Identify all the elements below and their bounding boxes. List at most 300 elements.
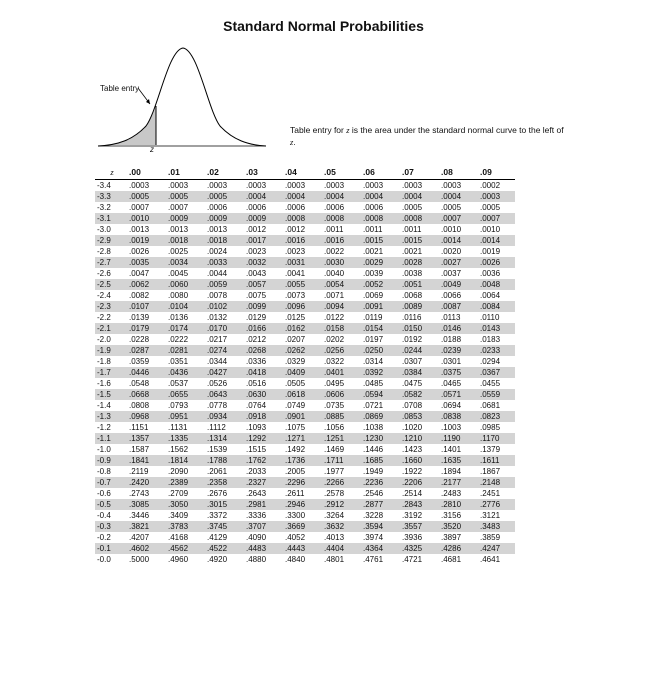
probability-cell: .0021 [402, 247, 423, 256]
z-value-cell: -0.6 [97, 489, 111, 498]
probability-cell: .0069 [363, 291, 384, 300]
probability-cell: .0158 [320, 323, 359, 334]
probability-cell: .4641 [480, 555, 501, 564]
probability-cell: .2389 [164, 477, 203, 488]
probability-cell: .0174 [164, 323, 203, 334]
table-row [95, 345, 515, 356]
probability-cell: .2119 [129, 467, 149, 476]
table-row [95, 312, 515, 323]
probability-cell: .1660 [398, 455, 437, 466]
z-value-cell: -2.5 [95, 279, 125, 290]
probability-cell: .0013 [168, 225, 189, 234]
probability-cell: .0217 [207, 335, 228, 344]
z-value-cell: -3.3 [95, 191, 125, 202]
probability-cell: .2206 [398, 477, 437, 488]
probability-cell: .0125 [285, 313, 306, 322]
z-table [95, 165, 515, 565]
table-row [95, 389, 515, 400]
caption-pre: Table entry for [290, 125, 347, 135]
probability-cell: .2296 [281, 477, 320, 488]
probability-cell: .0012 [285, 225, 306, 234]
probability-cell: .0006 [363, 203, 384, 212]
probability-cell: .0013 [207, 225, 228, 234]
probability-cell: .0004 [359, 191, 398, 202]
probability-cell: .4562 [164, 543, 203, 554]
probability-cell: .0274 [203, 345, 242, 356]
probability-cell: .3557 [398, 521, 437, 532]
probability-cell: .1587 [129, 445, 150, 454]
probability-cell: .0154 [359, 323, 398, 334]
probability-cell: .0735 [324, 401, 345, 410]
z-value-cell: -3.1 [95, 213, 125, 224]
probability-cell: .4404 [320, 543, 359, 554]
table-row [95, 235, 515, 246]
probability-cell: .3050 [164, 499, 203, 510]
probability-cell: .0446 [125, 367, 164, 378]
probability-cell: .2514 [402, 489, 423, 498]
probability-cell: .4207 [129, 533, 150, 542]
probability-cell: .1762 [242, 455, 281, 466]
z-value-cell: -2.8 [97, 247, 111, 256]
probability-cell: .0808 [129, 401, 150, 410]
probability-cell: .0002 [480, 181, 501, 190]
probability-cell: .0080 [168, 291, 189, 300]
probability-cell: .2236 [359, 477, 398, 488]
probability-cell: .3156 [441, 511, 462, 520]
probability-cell: .0793 [168, 401, 189, 410]
probability-cell: .4840 [285, 555, 306, 564]
probability-cell: .0427 [203, 367, 242, 378]
probability-cell: .2843 [398, 499, 437, 510]
probability-cell: .0505 [285, 379, 306, 388]
probability-cell: .0179 [125, 323, 164, 334]
probability-cell: .1131 [168, 423, 188, 432]
probability-cell: .1210 [398, 433, 437, 444]
table-row [95, 521, 515, 532]
probability-cell: .0013 [129, 225, 150, 234]
z-value-cell: -1.3 [95, 411, 125, 422]
probability-cell: .3121 [480, 511, 501, 520]
probability-cell: .1151 [129, 423, 149, 432]
probability-cell: .0301 [441, 357, 462, 366]
probability-cell: .0268 [242, 345, 281, 356]
probability-cell: .0024 [207, 247, 228, 256]
probability-cell: .0029 [359, 257, 398, 268]
probability-cell: .0007 [129, 203, 150, 212]
probability-cell: .0022 [324, 247, 345, 256]
probability-cell: .0968 [125, 411, 164, 422]
shaded-area [108, 106, 156, 145]
probability-cell: .0256 [320, 345, 359, 356]
probability-cell: .0007 [437, 213, 476, 224]
probability-cell: .4960 [168, 555, 189, 564]
probability-cell: .0008 [359, 213, 398, 224]
probability-cell: .4483 [242, 543, 281, 554]
probability-cell: .0041 [285, 269, 306, 278]
probability-cell: .0009 [164, 213, 203, 224]
probability-cell: .3264 [324, 511, 345, 520]
z-value-cell: -2.7 [95, 257, 125, 268]
probability-cell: .0778 [207, 401, 228, 410]
table-row [95, 334, 515, 345]
probability-cell: .0618 [281, 389, 320, 400]
probability-cell: .0136 [168, 313, 189, 322]
probability-cell: .0537 [168, 379, 189, 388]
probability-cell: .0708 [402, 401, 423, 410]
probability-cell: .1841 [125, 455, 164, 466]
probability-cell: .0034 [164, 257, 203, 268]
probability-cell: .4168 [168, 533, 189, 542]
probability-cell: .0918 [242, 411, 281, 422]
probability-cell: .0384 [398, 367, 437, 378]
probability-cell: .1271 [281, 433, 320, 444]
probability-cell: .5000 [129, 555, 150, 564]
probability-cell: .0073 [285, 291, 306, 300]
probability-cell: .0250 [359, 345, 398, 356]
table-row [95, 356, 515, 367]
probability-cell: .0113 [441, 313, 461, 322]
table-row [95, 499, 515, 510]
probability-cell: .3707 [242, 521, 281, 532]
probability-cell: .4880 [246, 555, 267, 564]
probability-cell: .1230 [359, 433, 398, 444]
z-value-cell: -1.0 [97, 445, 111, 454]
probability-cell: .0116 [402, 313, 422, 322]
probability-cell: .0582 [398, 389, 437, 400]
table-row [95, 488, 515, 499]
table-row [95, 444, 515, 455]
probability-cell: .0075 [246, 291, 267, 300]
probability-cell: .0005 [402, 203, 423, 212]
probability-cell: .0068 [402, 291, 423, 300]
caption-var: z [346, 125, 350, 135]
table-row [95, 422, 515, 433]
probability-cell: .0012 [246, 225, 267, 234]
probability-cell: .0048 [476, 279, 515, 290]
probability-cell: .0027 [437, 257, 476, 268]
column-header-z: z [95, 165, 125, 180]
table-body [95, 180, 515, 566]
z-value-cell: -0.3 [95, 521, 125, 532]
probability-cell: .0139 [129, 313, 150, 322]
table-row [95, 323, 515, 334]
probability-cell: .0010 [441, 225, 462, 234]
probability-cell: .3974 [363, 533, 384, 542]
probability-cell: .0418 [242, 367, 281, 378]
probability-cell: .2177 [437, 477, 476, 488]
probability-cell: .0078 [207, 291, 228, 300]
probability-cell: .0119 [363, 313, 383, 322]
probability-cell: .3192 [402, 511, 423, 520]
table-row [95, 532, 515, 543]
probability-cell: .0017 [242, 235, 281, 246]
probability-cell: .3336 [246, 511, 267, 520]
column-header: .03 [242, 165, 281, 180]
probability-cell: .0222 [168, 335, 189, 344]
probability-cell: .3446 [129, 511, 150, 520]
probability-cell: .0019 [125, 235, 164, 246]
column-header: .09 [476, 165, 515, 180]
caption [290, 124, 570, 148]
probability-cell: .0146 [437, 323, 476, 334]
probability-cell: .1922 [402, 467, 423, 476]
table-row [95, 246, 515, 257]
probability-cell: .0003 [285, 181, 306, 190]
probability-cell: .0040 [324, 269, 345, 278]
probability-cell: .2611 [285, 489, 305, 498]
probability-cell: .0008 [320, 213, 359, 224]
probability-cell: .1788 [203, 455, 242, 466]
z-value-cell: -1.7 [95, 367, 125, 378]
probability-cell: .0031 [281, 257, 320, 268]
probability-cell: .1867 [480, 467, 501, 476]
probability-cell: .0294 [480, 357, 501, 366]
probability-cell: .1112 [207, 423, 226, 432]
probability-cell: .1685 [359, 455, 398, 466]
table-row [95, 433, 515, 444]
probability-cell: .1562 [168, 445, 189, 454]
probability-cell: .0630 [242, 389, 281, 400]
probability-cell: .0005 [125, 191, 164, 202]
probability-cell: .0548 [129, 379, 150, 388]
table-entry-label: Table entry [100, 84, 140, 93]
probability-cell: .0005 [441, 203, 462, 212]
probability-cell: .0823 [476, 411, 515, 422]
probability-cell: .0329 [285, 357, 306, 366]
probability-cell: .2546 [363, 489, 384, 498]
table-row [95, 180, 515, 192]
caption-var2: z [290, 137, 294, 147]
probability-cell: .0049 [437, 279, 476, 290]
probability-cell: .0885 [320, 411, 359, 422]
probability-cell: .0643 [203, 389, 242, 400]
probability-cell: .0026 [476, 257, 515, 268]
probability-cell: .0003 [402, 181, 423, 190]
probability-cell: .1020 [402, 423, 423, 432]
table-row [95, 202, 515, 213]
probability-cell: .0057 [242, 279, 281, 290]
probability-cell: .0934 [203, 411, 242, 422]
probability-cell: .2090 [168, 467, 189, 476]
probability-cell: .0314 [363, 357, 384, 366]
probability-cell: .1251 [320, 433, 359, 444]
z-value-cell: -0.1 [95, 543, 125, 554]
probability-cell: .0052 [359, 279, 398, 290]
probability-cell: .0014 [437, 235, 476, 246]
probability-cell: .0606 [320, 389, 359, 400]
probability-cell: .0183 [480, 335, 501, 344]
probability-cell: .0043 [246, 269, 267, 278]
probability-cell: .2483 [441, 489, 462, 498]
probability-cell: .2946 [281, 499, 320, 510]
probability-cell: .0110 [480, 313, 500, 322]
probability-cell: .2451 [480, 489, 501, 498]
z-value-cell: -0.4 [97, 511, 111, 520]
z-marker-label: z [150, 145, 154, 154]
probability-cell: .0901 [281, 411, 320, 422]
probability-cell: .4090 [246, 533, 267, 542]
z-value-cell: -0.7 [95, 477, 125, 488]
probability-cell: .0025 [168, 247, 189, 256]
probability-cell: .0004 [437, 191, 476, 202]
probability-cell: .0132 [207, 313, 228, 322]
column-header: .04 [281, 165, 320, 180]
probability-cell: .4522 [203, 543, 242, 554]
column-header: .02 [203, 165, 242, 180]
probability-cell: .0010 [480, 225, 501, 234]
probability-cell: .0005 [480, 203, 501, 212]
z-value-cell: -2.6 [97, 269, 111, 278]
probability-cell: .0091 [359, 301, 398, 312]
probability-cell: .0071 [324, 291, 345, 300]
table-row [95, 301, 515, 312]
probability-cell: .0985 [480, 423, 501, 432]
probability-cell: .0099 [242, 301, 281, 312]
probability-cell: .0015 [359, 235, 398, 246]
probability-cell: .0020 [441, 247, 462, 256]
z-value-cell: -1.5 [95, 389, 125, 400]
probability-cell: .0003 [324, 181, 345, 190]
probability-cell: .0039 [363, 269, 384, 278]
probability-cell: .2776 [476, 499, 515, 510]
probability-cell: .0011 [363, 225, 383, 234]
probability-cell: .4443 [281, 543, 320, 554]
probability-cell: .2810 [437, 499, 476, 510]
probability-cell: .0006 [246, 203, 267, 212]
probability-cell: .3897 [441, 533, 462, 542]
probability-cell: .0087 [437, 301, 476, 312]
probability-cell: .2743 [129, 489, 150, 498]
probability-cell: .1056 [324, 423, 345, 432]
table-row [95, 224, 515, 235]
probability-cell: .0869 [359, 411, 398, 422]
probability-cell: .2358 [203, 477, 242, 488]
probability-cell: .0495 [324, 379, 345, 388]
table-row [95, 510, 515, 521]
probability-cell: .0436 [164, 367, 203, 378]
probability-cell: .0239 [437, 345, 476, 356]
probability-cell: .0455 [480, 379, 501, 388]
probability-cell: .0044 [207, 269, 228, 278]
table-row [95, 290, 515, 301]
probability-cell: .0409 [281, 367, 320, 378]
probability-cell: .0008 [398, 213, 437, 224]
probability-cell: .3821 [125, 521, 164, 532]
probability-cell: .0526 [207, 379, 228, 388]
probability-cell: .0054 [320, 279, 359, 290]
probability-cell: .0344 [207, 357, 228, 366]
page-title: Standard Normal Probabilities [223, 18, 424, 34]
probability-cell: .3085 [125, 499, 164, 510]
probability-cell: .0594 [359, 389, 398, 400]
probability-cell: .0307 [402, 357, 423, 366]
probability-cell: .0028 [398, 257, 437, 268]
probability-cell: .0485 [363, 379, 384, 388]
z-value-cell: -2.2 [97, 313, 111, 322]
probability-cell: .0838 [437, 411, 476, 422]
probability-cell: .0107 [125, 301, 164, 312]
probability-cell: .0281 [164, 345, 203, 356]
probability-cell: .2005 [285, 467, 306, 476]
probability-cell: .0016 [320, 235, 359, 246]
z-value-cell: -1.8 [97, 357, 111, 366]
probability-cell: .2148 [476, 477, 515, 488]
z-value-cell: -0.0 [97, 555, 111, 564]
probability-cell: .1635 [437, 455, 476, 466]
table-row [95, 268, 515, 279]
z-value-cell: -1.6 [97, 379, 111, 388]
table-row [95, 543, 515, 554]
probability-cell: .0096 [281, 301, 320, 312]
probability-cell: .0018 [164, 235, 203, 246]
probability-cell: .1492 [285, 445, 306, 454]
normal-curve-figure [88, 40, 268, 165]
probability-cell: .0571 [437, 389, 476, 400]
probability-cell: .4325 [398, 543, 437, 554]
table-row [95, 191, 515, 202]
probability-cell: .1611 [476, 455, 515, 466]
probability-cell: .0051 [398, 279, 437, 290]
probability-cell: .0032 [242, 257, 281, 268]
probability-cell: .0060 [164, 279, 203, 290]
column-header: .07 [398, 165, 437, 180]
probability-cell: .0212 [246, 335, 267, 344]
table-row [95, 400, 515, 411]
probability-cell: .4052 [285, 533, 306, 542]
probability-cell: .2266 [320, 477, 359, 488]
probability-cell: .1814 [164, 455, 203, 466]
probability-cell: .4721 [402, 555, 423, 564]
caption-mid: is the area under the standard normal curve to the left of [349, 125, 564, 135]
probability-cell: .0014 [476, 235, 515, 246]
z-value-cell: -0.9 [95, 455, 125, 466]
probability-cell: .0951 [164, 411, 203, 422]
probability-cell: .4364 [359, 543, 398, 554]
probability-cell: .1977 [324, 467, 345, 476]
z-value-cell: -1.2 [97, 423, 111, 432]
z-value-cell: -2.1 [95, 323, 125, 334]
table-header-row [95, 165, 515, 180]
z-value-cell: -0.2 [97, 533, 111, 542]
probability-cell: .3594 [359, 521, 398, 532]
probability-cell: .2709 [168, 489, 189, 498]
probability-cell: .0228 [129, 335, 150, 344]
probability-cell: .0006 [207, 203, 228, 212]
probability-cell: .0359 [129, 357, 150, 366]
probability-cell: .1292 [242, 433, 281, 444]
z-value-cell: -3.2 [97, 203, 111, 212]
probability-cell: .0023 [246, 247, 267, 256]
probability-cell: .0018 [203, 235, 242, 246]
probability-cell: .0104 [164, 301, 203, 312]
z-value-cell: -3.4 [97, 181, 111, 190]
probability-cell: .2981 [242, 499, 281, 510]
probability-cell: .0003 [441, 181, 462, 190]
probability-cell: .1093 [246, 423, 267, 432]
probability-cell: .0003 [246, 181, 267, 190]
probability-cell: .0162 [281, 323, 320, 334]
probability-cell: .1075 [285, 423, 306, 432]
probability-cell: .3372 [207, 511, 228, 520]
probability-cell: .0853 [398, 411, 437, 422]
probability-cell: .0655 [164, 389, 203, 400]
probability-cell: .0055 [281, 279, 320, 290]
probability-cell: .2327 [242, 477, 281, 488]
probability-cell: .1949 [363, 467, 384, 476]
probability-cell: .3859 [480, 533, 501, 542]
probability-cell: .0047 [129, 269, 150, 278]
probability-cell: .0170 [203, 323, 242, 334]
